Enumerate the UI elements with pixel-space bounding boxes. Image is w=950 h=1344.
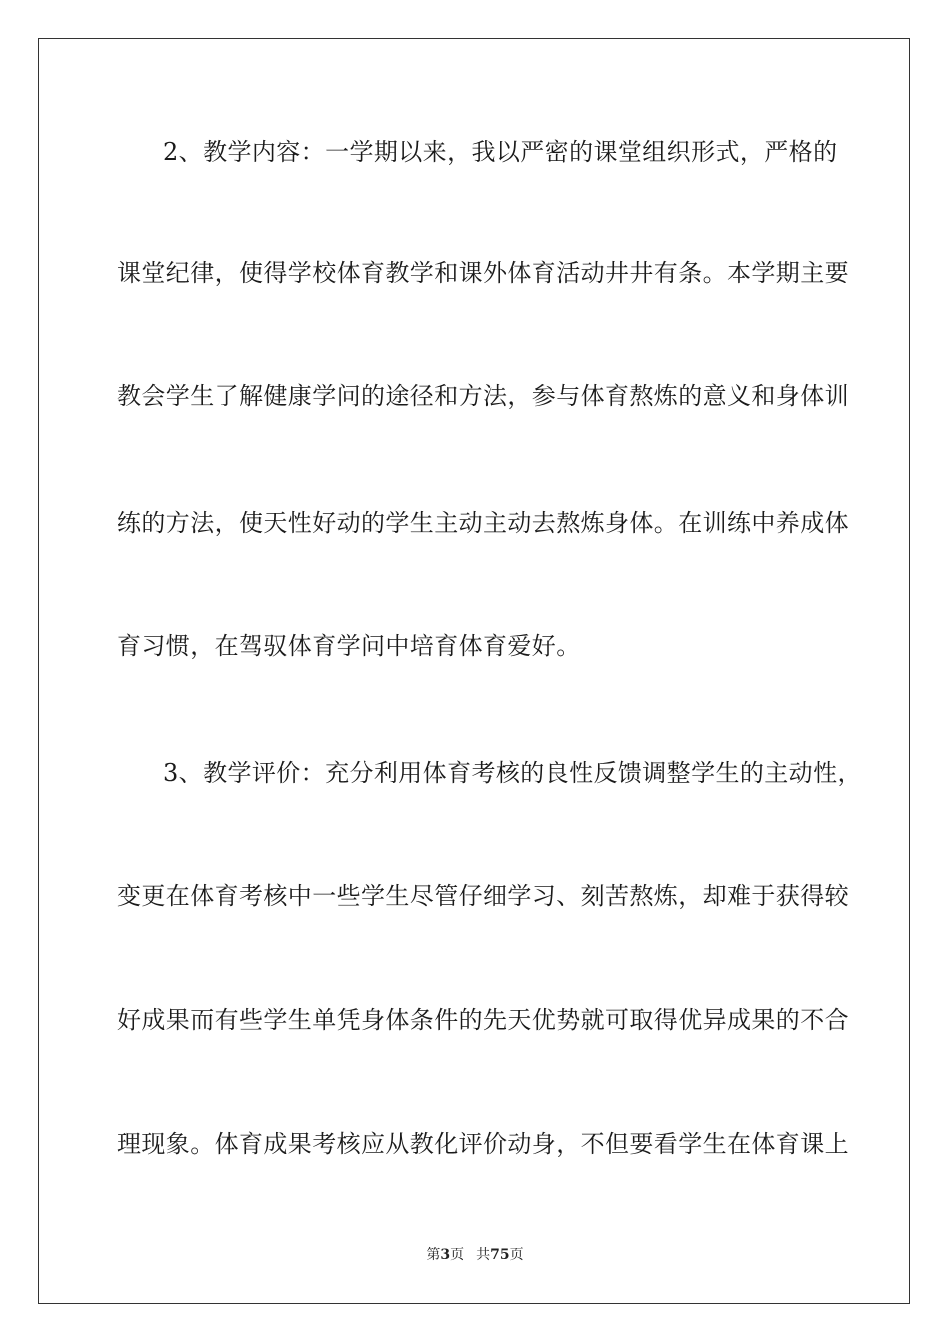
footer-total-pages: 75	[490, 1247, 510, 1263]
paragraph-1-line-2: 课堂纪律，使得学校体育教学和课外体育活动井井有条。本学期主要	[117, 259, 849, 287]
paragraph-1-line-3: 教会学生了解健康学问的途径和方法，参与体育熬炼的意义和身体训	[117, 382, 849, 410]
paragraph-2-line-4: 理现象。体育成果考核应从教化评价动身，不但要看学生在体育课上	[117, 1130, 849, 1158]
footer-page-prefix: 第	[426, 1247, 441, 1263]
footer-total-prefix: 共	[476, 1247, 491, 1263]
footer-total-suffix: 页	[509, 1247, 524, 1263]
paragraph-2-line-3: 好成果而有些学生单凭身体条件的先天优势就可取得优异成果的不合	[117, 1006, 849, 1034]
paragraph-1-line-1: 2、教学内容：一学期以来，我以严密的课堂组织形式，严格的	[163, 138, 838, 166]
paragraph-2-line-2: 变更在体育考核中一些学生尽管仔细学习、刻苦熬炼，却难于获得较	[117, 882, 849, 910]
footer-page-number: 3	[440, 1247, 451, 1263]
paragraph-1-line-4: 练的方法，使天性好动的学生主动主动去熬炼身体。在训练中养成体	[117, 509, 849, 537]
paragraph-1-line-5: 育习惯，在驾驭体育学问中培育体育爱好。	[117, 632, 581, 660]
footer-page-suffix: 页	[450, 1247, 465, 1263]
page-footer	[0, 1246, 950, 1264]
page-border	[38, 38, 910, 1304]
paragraph-2-line-1: 3、教学评价：充分利用体育考核的良性反馈调整学生的主动性，	[163, 759, 862, 787]
